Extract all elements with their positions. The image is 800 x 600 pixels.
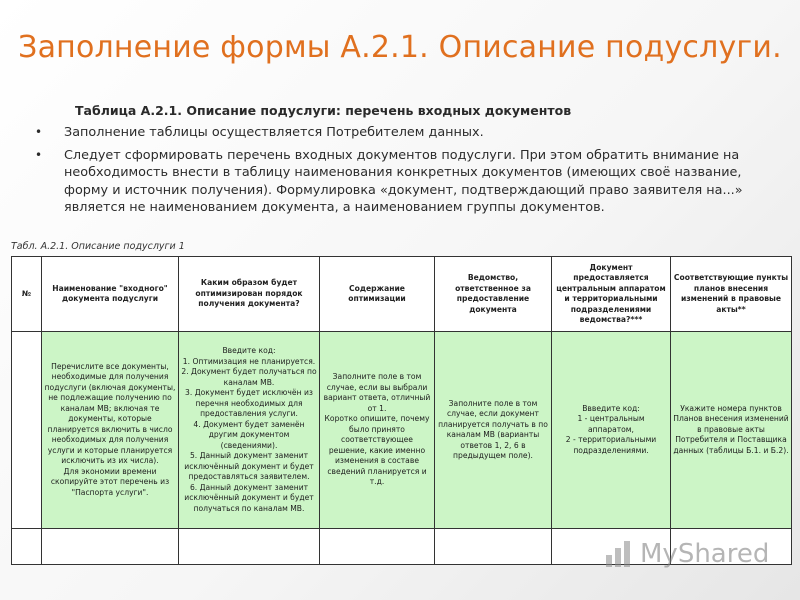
watermark-text: MyShared — [640, 539, 770, 569]
table-header-row — [12, 257, 792, 332]
header-optimization-method: Каким образом будет оптимизирован порядок получения документа? — [179, 257, 320, 332]
header-number: № — [12, 257, 42, 332]
empty-cell[interactable] — [320, 529, 435, 565]
cell-plan-items[interactable]: Укажите номера пунктов Планов внесения изменений в правовые акты Потребителя и Поставщика данных (таблицы Б.1. и Б.2). — [671, 332, 792, 529]
table-caption: Табл. А.2.1. Описание подуслуги 1 — [11, 241, 185, 252]
bullet-icon: • — [35, 147, 43, 162]
table-subtitle: Таблица А.2.1. Описание подуслуги: перечень входных документов — [75, 103, 572, 118]
header-optimization-content: Содержание оптимизации — [320, 257, 435, 332]
cell-document-name[interactable]: Перечислите все документы, необходимые для получения подуслуги (включая документы, не подлежащие получению по каналам МВ; включая те документы, которые планируется включить в число необходимых для получения услуги и которые планируется исключить из их числа). Для экономии времени скопируйте этот перечень из "Паспорта услуги". — [42, 332, 179, 529]
cell-responsible-agency[interactable]: Заполните поле в том случае, если документ планируется получать в по каналам МВ (варианты ответов 1, 2, 6 в предыдущем поле). — [435, 332, 552, 529]
header-responsible-agency: Ведомство, ответственное за предоставление документа — [435, 257, 552, 332]
cell-optimization-content[interactable]: Заполните поле в том случае, если вы выбрали вариант ответа, отличный от 1. Коротко опишите, почему было принято соответствующее решение, какие именно изменения в составе сведений планируется и т.д. — [320, 332, 435, 529]
bullet-icon: • — [35, 125, 43, 139]
slide-title: Заполнение формы А.2.1. Описание подуслуги. — [18, 30, 782, 65]
empty-cell[interactable] — [435, 529, 552, 565]
bullet-text: Следует сформировать перечень входных документов подуслуги. При этом обратить внимание на необходимость внести в таблицу наименования конкретных документов (имеющих своё название, форму и источник получения). Формулировка «документ, подтверждающий право заявителя на...» является не наименованием документа, а наименованием группы документов. — [64, 147, 743, 215]
empty-cell[interactable] — [42, 529, 179, 565]
bullet-item — [35, 124, 775, 142]
cell-agency-level[interactable]: Ввведите код: 1 - центральным аппаратом, 2 - территориальными подразделениями. — [552, 332, 671, 529]
bullet-text: Заполнение таблицы осуществляется Потребителем данных. — [64, 125, 484, 140]
bullet-item — [35, 147, 775, 217]
cell-number[interactable] — [12, 332, 42, 529]
cell-optimization-method[interactable]: Введите код: 1. Оптимизация не планируется. 2. Документ будет получаться по каналам МВ. 3. Документ будет исключён из перечня необходимых для предоставления услуги. 4. Документ будет заменён другим документом (сведениями). 5. Данный документ заменит исключённый документ и будет предоставляться заявителем. 6. Данный документ заменит исключённый документ и будет получаться по каналам МВ. — [179, 332, 320, 529]
table-row — [12, 332, 792, 529]
empty-cell[interactable] — [179, 529, 320, 565]
myshared-logo-icon — [604, 539, 634, 569]
documents-table — [11, 256, 792, 565]
header-plan-items: Соответствующие пункты планов внесения изменений в правовые акты** — [671, 257, 792, 332]
empty-cell[interactable] — [12, 529, 42, 565]
header-document-name: Наименование "входного" документа подуслуги — [42, 257, 179, 332]
watermark — [604, 534, 784, 574]
header-agency-level: Документ предоставляется центральным аппаратом и территориальными подразделениями ведомства?*** — [552, 257, 671, 332]
bullet-list — [35, 124, 775, 222]
